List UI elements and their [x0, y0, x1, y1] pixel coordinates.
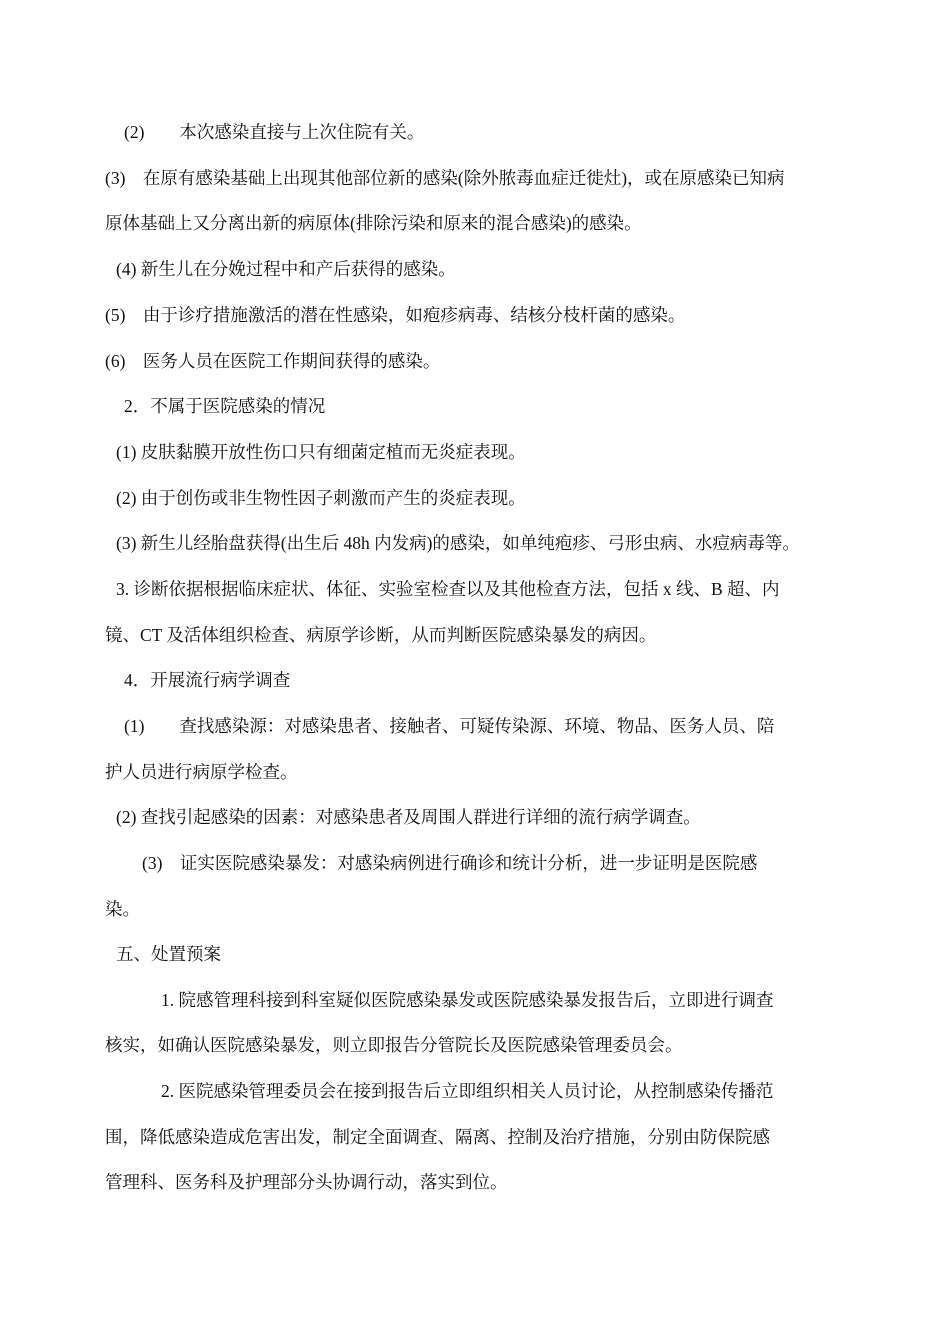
- text-line: (4) 新生儿在分娩过程中和产后获得的感染。: [116, 259, 456, 279]
- text-line: (1) 皮肤黏膜开放性伤口只有细菌定植而无炎症表现。: [116, 442, 526, 462]
- text-line: 3. 诊断依据根据临床症状、体征、实验室检查以及其他检查方法，包括 x 线、B 超、内: [116, 579, 780, 599]
- text-line: (3) 在原有感染基础上出现其他部位新的感染(除外脓毒血症迁徙灶)，或在原感染已知病: [105, 168, 785, 188]
- text-line: 1. 院感管理科接到科室疑似医院感染暴发或医院感染暴发报告后，立即进行调查: [161, 990, 774, 1010]
- text-line: 镜、CT 及活体组织检查、病原学诊断，从而判断医院感染暴发的病因。: [105, 625, 657, 645]
- text-line: (3) 新生儿经胎盘获得(出生后 48h 内发病)的感染，如单纯疱疹、弓形虫病、水痘病毒等。: [116, 533, 800, 553]
- text-line: 管理科、医务科及护理部分头协调行动，落实到位。: [105, 1172, 508, 1192]
- text-line: (1) 查找感染源：对感染患者、接触者、可疑传染源、环境、物品、医务人员、陪: [124, 716, 775, 736]
- text-line: 染。: [105, 899, 140, 919]
- section-heading: 4．开展流行病学调查: [124, 670, 291, 690]
- text-line: 原体基础上又分离出新的病原体(排除污染和原来的混合感染)的感染。: [105, 213, 642, 233]
- text-line: 护人员进行病原学检查。: [105, 762, 298, 782]
- text-line: (5) 由于诊疗措施激活的潜在性感染，如疱疹病毒、结核分枝杆菌的感染。: [105, 305, 686, 325]
- text-line: 围，降低感染造成危害出发，制定全面调查、隔离、控制及治疗措施，分别由防保院感: [105, 1127, 770, 1147]
- text-line: 核实，如确认医院感染暴发，则立即报告分管院长及医院感染管理委员会。: [105, 1035, 683, 1055]
- text-line: (6) 医务人员在医院工作期间获得的感染。: [105, 351, 441, 371]
- section-heading: 五、处置预案: [116, 944, 221, 964]
- text-line: 2. 医院感染管理委员会在接到报告后立即组织相关人员讨论，从控制感染传播范: [161, 1081, 774, 1101]
- text-line: (2) 本次感染直接与上次住院有关。: [124, 122, 425, 142]
- section-heading: 2．不属于医院感染的情况: [124, 396, 326, 416]
- text-line: (3) 证实医院感染暴发：对感染病例进行确诊和统计分析，进一步证明是医院感: [142, 853, 758, 873]
- text-line: (2) 查找引起感染的因素：对感染患者及周围人群进行详细的流行病学调查。: [116, 807, 701, 827]
- text-line: (2) 由于创伤或非生物性因子刺激而产生的炎症表现。: [116, 488, 526, 508]
